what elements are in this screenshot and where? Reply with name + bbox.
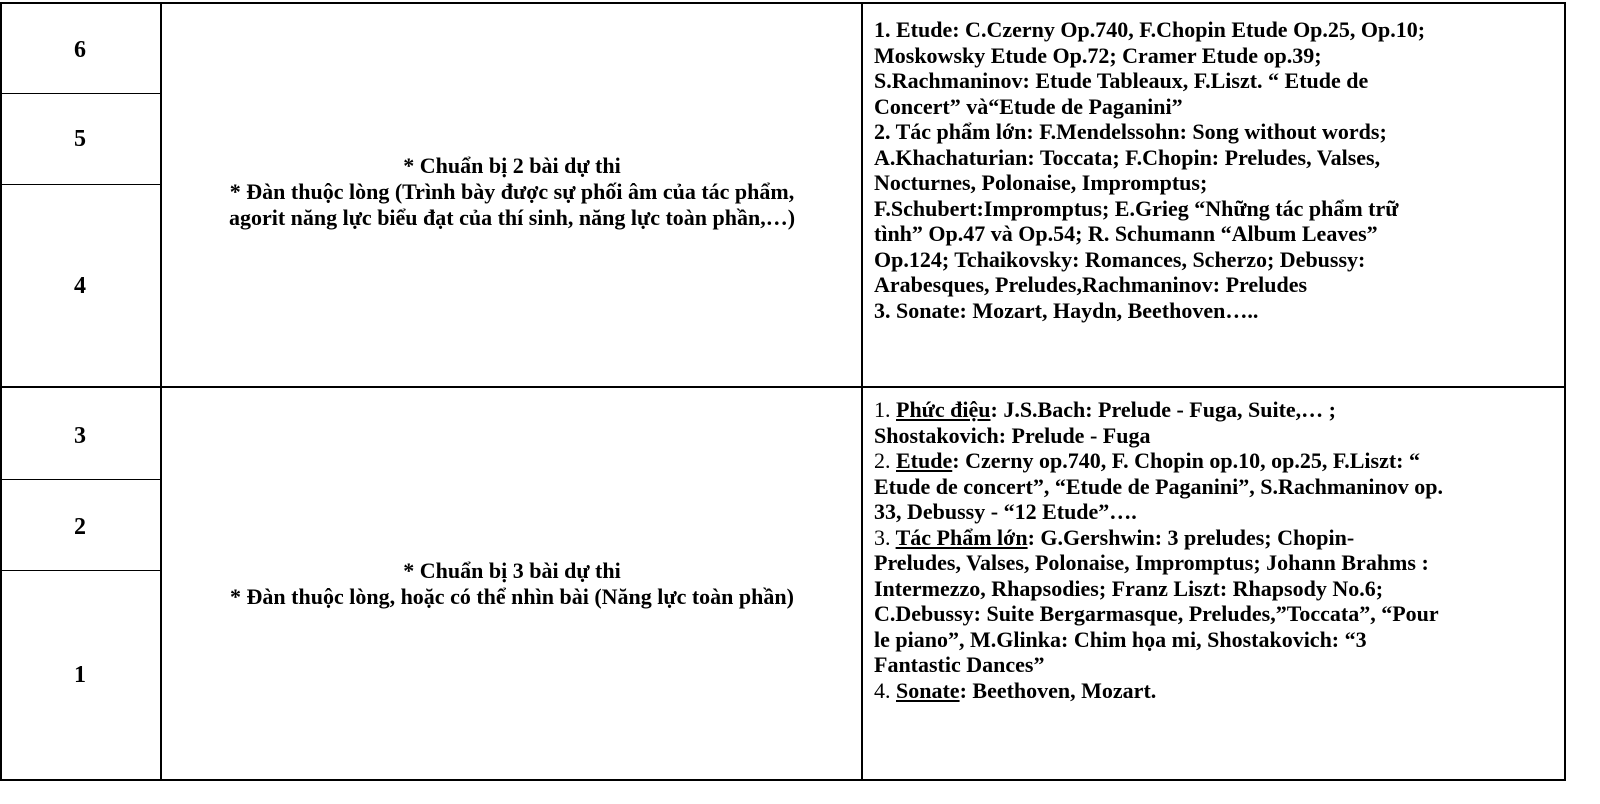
repertoire-text: : Czerny op.740, F. Chopin op.10, op.25, F.Liszt: “	[952, 448, 1421, 473]
repertoire-text: : J.S.Bach: Prelude - Fuga, Suite,… ;	[990, 397, 1336, 422]
repertoire-line: 33, Debussy - “12 Etude”….	[874, 499, 1137, 524]
repertoire-line: S.Rachmaninov: Etude Tableaux, F.Liszt. “ Etude de	[874, 68, 1369, 93]
repertoire-line: Concert” và“Etude de Paganini”	[874, 93, 1183, 119]
repertoire-line: 1. Etude: C.Czerny Op.740, F.Chopin Etude Op.25, Op.10;	[874, 17, 1426, 42]
repertoire-line	[874, 397, 1594, 423]
item-number: 3.	[874, 524, 891, 550]
repertoire-line: Arabesques, Preludes,Rachmaninov: Preludes	[874, 272, 1308, 297]
item-number: 1.	[874, 397, 891, 422]
requirements-bottom	[163, 558, 861, 610]
repertoire-text: : G.Gershwin: 3 preludes; Chopin-	[1027, 524, 1355, 550]
repertoire-line: Fantastic Dances”	[874, 652, 1045, 677]
item-number: 2.	[874, 448, 891, 473]
repertoire-line: Preludes, Valses, Polonaise, Impromptus; Johann Brahms :	[874, 550, 1429, 575]
repertoire-line	[874, 678, 1594, 704]
repertoire-line: Nocturnes, Polonaise, Impromptus;	[874, 170, 1208, 195]
level-divider-3-2	[0, 479, 161, 480]
repertoire-bottom	[874, 397, 1594, 703]
level-divider-2-1	[0, 570, 161, 571]
column-divider-2	[861, 2, 863, 781]
table-border-top	[0, 2, 1566, 4]
repertoire-line: Shostakovich: Prelude - Fuga	[874, 422, 1151, 448]
section-heading-counterpoint: Phức điệu	[896, 397, 991, 422]
repertoire-top	[874, 17, 1594, 323]
level-4: 4	[74, 273, 86, 299]
repertoire-line: Op.124; Tchaikovsky: Romances, Scherzo; Debussy:	[874, 246, 1366, 272]
section-heading-sonata: Sonate	[896, 677, 960, 703]
repertoire-line: Etude de concert”, “Etude de Paganini”, S.Rachmaninov op.	[874, 473, 1443, 499]
column-divider-1	[160, 2, 162, 781]
repertoire-line: tình” Op.47 và Op.54; R. Schumann “Album Leaves”	[874, 221, 1378, 246]
repertoire-text: : Beethoven, Mozart.	[959, 677, 1157, 703]
group-divider	[0, 386, 1566, 388]
level-divider-6-5	[0, 93, 161, 94]
requirements-top	[163, 153, 861, 231]
level-3: 3	[74, 423, 86, 449]
repertoire-line: le piano”, M.Glinka: Chim họa mi, Shostakovich: “3	[874, 626, 1367, 652]
repertoire-line: Intermezzo, Rhapsodies; Franz Liszt: Rhapsody No.6;	[874, 575, 1384, 601]
requirement-line: * Đàn thuộc lòng (Trình bày được sự phối âm của tác phẩm,	[229, 179, 795, 204]
level-1: 1	[74, 662, 86, 688]
repertoire-line	[874, 448, 1594, 474]
repertoire-line: F.Schubert:Impromptus; E.Grieg “Những tác phẩm trữ	[874, 195, 1399, 221]
requirement-line: agorit năng lực biểu đạt của thí sinh, năng lực toàn phần,…)	[228, 205, 796, 230]
repertoire-line: 3. Sonate: Mozart, Haydn, Beethoven…..	[874, 297, 1259, 323]
repertoire-line: C.Debussy: Suite Bergarmasque, Preludes,”Toccata”, “Pour	[874, 601, 1439, 626]
repertoire-line: 2. Tác phẩm lớn: F.Mendelssohn: Song without words;	[874, 119, 1387, 144]
level-6: 6	[74, 37, 86, 63]
requirement-line: * Đàn thuộc lòng, hoặc có thể nhìn bài (Năng lực toàn phần)	[230, 584, 794, 609]
level-5: 5	[74, 126, 86, 152]
section-heading-major-works: Tác Phẩm lớn	[895, 524, 1028, 550]
repertoire-line	[874, 525, 1594, 551]
table-border-bottom	[0, 779, 1566, 781]
item-number: 4.	[874, 677, 891, 703]
repertoire-line: Moskowsky Etude Op.72; Cramer Etude op.39;	[874, 42, 1322, 68]
level-divider-5-4	[0, 184, 161, 185]
requirement-line: * Chuẩn bị 3 bài dự thi	[403, 558, 621, 583]
requirement-line: * Chuẩn bị 2 bài dự thi	[403, 153, 621, 178]
repertoire-line: A.Khachaturian: Toccata; F.Chopin: Preludes, Valses,	[874, 144, 1381, 170]
section-heading-etude: Etude	[896, 448, 953, 473]
level-2: 2	[74, 514, 86, 540]
